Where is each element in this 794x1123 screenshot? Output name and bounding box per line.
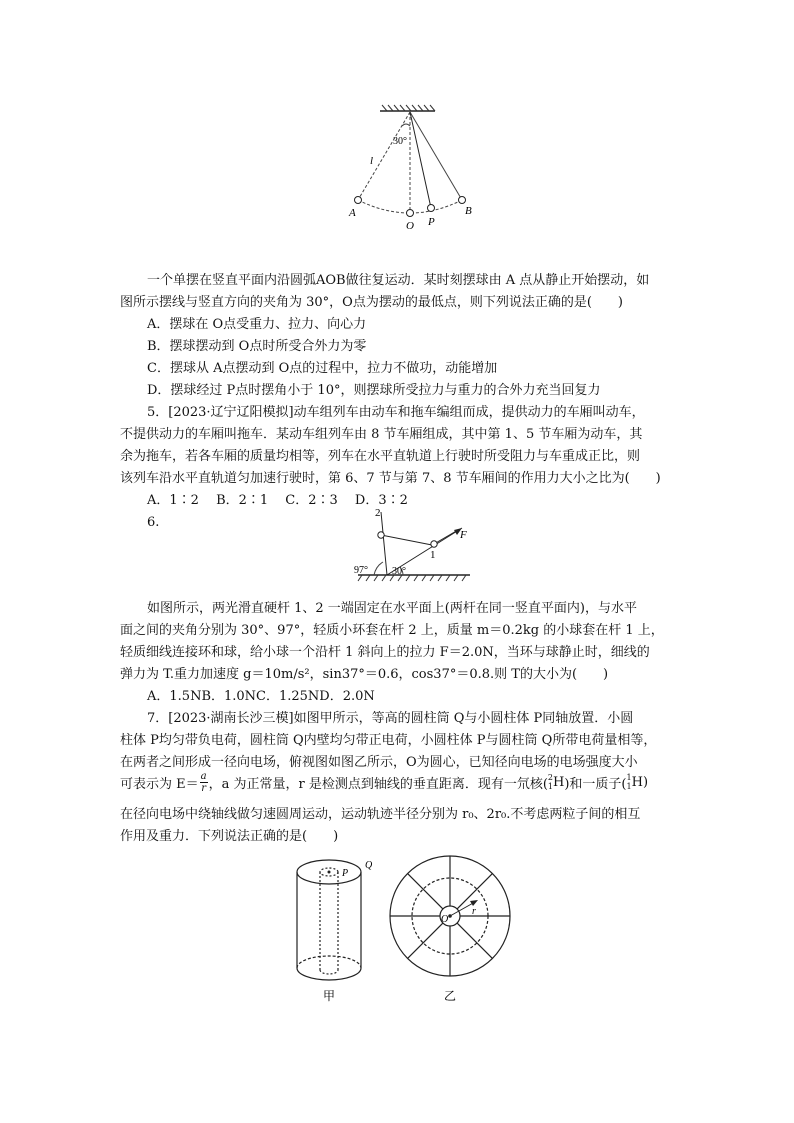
- q7-line4-suffix: ): [642, 774, 649, 790]
- q5-line2: 不提供动力的车厢叫拖车．某动车组列车由 8 节车厢组成，其中第 1、5 节车厢为动车，其: [120, 427, 643, 442]
- q4-stem-line1: 一个单摆在竖直平面内沿圆弧AOB做往复运动．某时刻摆球由 A 点从静止开始摆动，如: [147, 273, 650, 288]
- q5-line1: 5．[2023·辽宁辽阳模拟]动车组列车由动车和拖车编组而成，提供动力的车厢叫动车，: [147, 405, 645, 420]
- q7-line2: 柱体 P均匀带负电荷，圆柱筒 Q内壁均匀带正电荷，小圆柱体 P与圆柱筒 Q所带电荷量相等，: [120, 733, 657, 748]
- q4-stem-line2: 图所示摆线与竖直方向的夹角为 30°，O点为摆动的最低点，则下列说法正确的是( ): [120, 295, 623, 310]
- q4-option-c: C．摆球从 A点摆动到 O点的过程中，拉力不做功，动能增加: [147, 361, 498, 376]
- pendulum-figure: [340, 100, 480, 230]
- q4-option-a: A．摆球在 O点受重力、拉力、向心力: [147, 317, 367, 332]
- rod2-label: 2: [375, 507, 381, 519]
- fraction-denominator: r: [201, 782, 206, 794]
- deuteron-charge-number: 1: [547, 782, 553, 791]
- rods-figure: [350, 500, 480, 585]
- deuteron-nuclide: [548, 773, 564, 791]
- proton-nuclide: [627, 773, 643, 791]
- q7-line4: [120, 766, 648, 798]
- q7-line5: 在径向电场中绕轴线做匀速圆周运动，运动轨迹半径分别为 r₀、2r₀.不考虑两粒子间的相互: [120, 807, 641, 822]
- top-o-label: O: [441, 914, 449, 925]
- point-o-label: O: [406, 220, 414, 230]
- q7-line4-and: )和一质子(: [564, 776, 627, 792]
- cylinders-figure: [285, 850, 525, 1010]
- angle-97-label: 97°: [354, 565, 368, 576]
- caption-yi: 乙: [444, 989, 457, 1003]
- q5-options: A．1∶2 B．2∶1 C．2∶3 D．3∶2: [147, 493, 408, 508]
- q6-number: 6.: [147, 515, 160, 530]
- proton-charge-number: 1: [626, 782, 632, 791]
- point-b-label: B: [465, 205, 472, 217]
- q6-options: A．1.5NB．1.0NC．1.25ND．2.0N: [147, 689, 375, 704]
- q6-line2: 面之间的夹角分别为 30°、97°，轻质小环套在杆 2 上，质量 m＝0.2kg 的小球套在杆 1 上，: [120, 623, 664, 638]
- pendulum-length-label: l: [370, 155, 374, 167]
- q7-line3: 在两者之间形成一径向电场，俯视图如图乙所示，O为圆心，已知径向电场的电场强度大小: [120, 755, 638, 770]
- point-a-label: A: [349, 207, 356, 219]
- q5-line3: 余为拖车，若各车厢的质量均相等，列车在水平直轨道上行驶时所受阻力与车重成正比，则: [120, 449, 641, 464]
- cyl-p-label: P: [342, 868, 349, 879]
- deuteron-symbol: H: [553, 774, 565, 790]
- deuteron-mass-number: 2: [547, 773, 553, 782]
- q6-line3: 轻质细线连接环和球，给小球一个沿杆 1 斜向上的拉力 F＝2.0N，当环与球静止时，细线的: [120, 645, 650, 660]
- q6-line1: 如图所示，两光滑直硬杆 1、2 一端固定在水平面上(两杆在同一竖直平面内)，与水平: [147, 601, 637, 616]
- force-f-label: F: [460, 529, 467, 541]
- q7-line1: 7．[2023·湖南长沙三模]如图甲所示，等高的圆柱筒 Q与小圆柱体 P同轴放置．小圆: [147, 711, 634, 726]
- q4-option-b: B．摆球摆动到 O点时所受合外力为零: [147, 339, 367, 354]
- field-fraction: [200, 771, 208, 794]
- pendulum-angle-label: 30°: [393, 136, 407, 147]
- proton-mass-number: 1: [626, 773, 632, 782]
- q7-line6: 作用及重力．下列说法正确的是( ): [120, 829, 339, 844]
- caption-jia: 甲: [323, 989, 336, 1003]
- q6-line4: 弹力为 T.重力加速度 g＝10m/s²，sin37°＝0.6，cos37°＝0.8.则 T的大小为( ): [120, 667, 609, 682]
- proton-symbol: H: [631, 774, 643, 790]
- q7-line4-prefix: 可表示为 E＝: [120, 776, 199, 792]
- top-r-label: r: [472, 906, 476, 917]
- q5-line4: 该列车沿水平直轨道匀加速行驶时，第 6、7 节与第 7、8 节车厢间的作用力大小之比为( ): [120, 471, 661, 486]
- point-p-label: P: [428, 216, 435, 228]
- cyl-q-label: Q: [365, 860, 373, 871]
- rod1-label: 1: [430, 549, 436, 561]
- q7-line4-middle: ，a 为正常量，r 是检测点到轴线的垂直距离．现有一氘核(: [208, 776, 548, 792]
- q4-option-d: D．摆球经过 P点时摆角小于 10°，则摆球所受拉力与重力的合外力充当回复力: [147, 383, 601, 398]
- fraction-numerator: a: [200, 770, 207, 782]
- angle-30-label: 30°: [392, 566, 406, 577]
